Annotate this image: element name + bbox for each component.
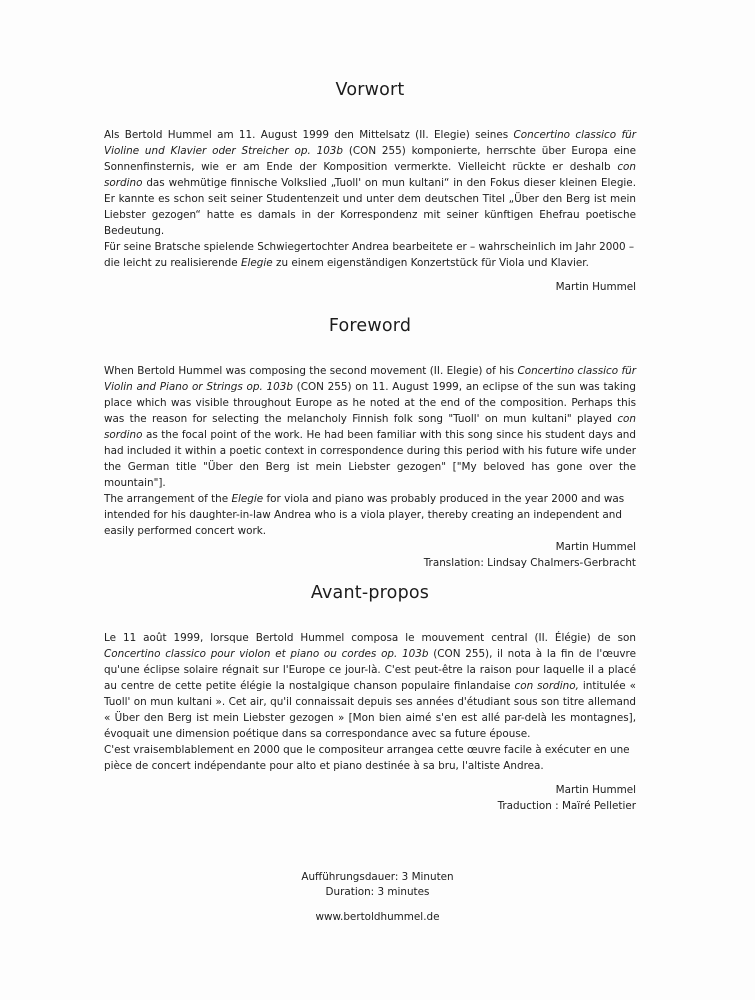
signature-block (424, 539, 636, 571)
body-text-french (104, 630, 636, 774)
signature-block (498, 782, 636, 814)
translator-credit: Traduction : Maïré Pelletier (497, 800, 636, 812)
text-run: intitulée « Tuoll' on mun kultani ». Cet air, qu'il connaissait depuis ses années d'étudiant sous son titre allemand « Über den Berg ist mein Liebster gezogen » [Mon bien aimé s'en est allé par-delà les montagnes], évoquait une dimension poétique dans sa correspondance avec sa future épouse. (104, 680, 637, 740)
paragraph-german-1 (104, 127, 636, 239)
text-run: for viola and piano was probably produced in the year 2000 and was intended for his daughter-in-law Andrea who is a viola player, thereby creating an independent and easily performed concert work. (104, 493, 625, 537)
translator-credit: Translation: Lindsay Chalmers-Gerbracht (423, 557, 636, 569)
italic-term: con sordino, (514, 680, 579, 692)
section-english (104, 316, 636, 571)
author-name: Martin Hummel (555, 541, 636, 553)
section-french (104, 583, 636, 814)
italic-work-title: Concertino classico pour violon et piano ou cordes op. 103b (104, 648, 429, 660)
author-name: Martin Hummel (555, 784, 636, 796)
signature-english (104, 539, 636, 571)
paragraph-english-1 (104, 363, 636, 491)
body-text-english (104, 363, 636, 539)
text-run: as the focal point of the work. He had been familiar with this song since his student days and had included it within a poetic context in correspondence during this period with his future wife under the German title "Über den Berg ist mein Liebster gezogen" ["My beloved has gone over the mountain"]. (104, 429, 636, 489)
text-run: Le 11 août 1999, lorsque Bertold Hummel composa le mouvement central (II. Élégie) de son (104, 632, 636, 644)
text-run: When Bertold Hummel was composing the second movement (II. Elegie) of his (104, 365, 518, 377)
signature-french (104, 782, 636, 814)
body-text-german (104, 127, 636, 271)
author-name: Martin Hummel (555, 281, 636, 293)
text-run: C'est vraisemblablement en 2000 que le compositeur arrangea cette œuvre facile à exécuter en une pièce de concert indépendante pour alto et piano destinée à sa bru, l'altiste Andrea. (104, 744, 630, 772)
paragraph-english-2 (104, 491, 636, 539)
footer (0, 870, 755, 925)
paragraph-german-2 (104, 239, 636, 271)
text-run: zu einem eigenständigen Konzertstück für Viola und Klavier. (272, 257, 589, 269)
section-title-french: Avant-propos (310, 583, 430, 603)
text-run: (CON 255), il nota à la fin de l'œuvre qu'une éclipse solaire régnait sur l'Europe ce jour-là. C'est peut-être la raison pour laquelle il a placé au centre de cette petite élégie la nostalgique chanson populaire finlandaise (104, 648, 636, 692)
italic-term: con sordino (104, 161, 636, 189)
italic-work-title: Concertino classico für Violin and Piano or Strings op. 103b (104, 365, 636, 393)
text-run: (CON 255) komponierte, herrschte über Europa eine Sonnenfinsternis, wie er am Ende der Komposition vermerkte. Vielleicht rückte er deshalb (104, 145, 636, 173)
text-run: das wehmütige finnische Volkslied „Tuoll' on mun kultani“ in den Fokus dieser kleinen Elegie. Er kannte es schon seit seiner Studentenzeit und unter dem deutschen Titel „Über den Berg ist mein Liebster gezogen“ hatte es damals in der Korrespondenz mit seiner künftigen Ehefrau poetische Bedeutung. (104, 177, 636, 237)
text-run: The arrangement of the (104, 493, 232, 505)
text-run: Für seine Bratsche spielende Schwiegertochter Andrea bearbeitete er – wahrscheinlich im Jahr 2000 – die leicht zu realisierende (104, 241, 635, 269)
duration-german: Aufführungsdauer: 3 Minuten (301, 871, 454, 883)
text-run: Als Bertold Hummel am 11. August 1999 den Mittelsatz (II. Elegie) seines (104, 129, 514, 141)
signature-german (104, 279, 636, 295)
text-run: (CON 255) on 11. August 1999, an eclipse of the sun was taking place which was visible throughout Europe as he noted at the end of the composition. Perhaps this was the reason for selecting the melancholy Finnish folk song "Tuoll' on mun kultani" played (104, 381, 636, 425)
paragraph-french-2 (104, 742, 636, 774)
section-title-german: Vorwort (335, 80, 405, 100)
italic-term: con sordino (104, 413, 636, 441)
italic-term: Elegie (231, 493, 264, 505)
italic-term: Elegie (240, 257, 273, 269)
duration-english: Duration: 3 minutes (325, 885, 430, 898)
website-link[interactable]: www.bertoldhummel.de (315, 911, 440, 923)
section-german (104, 80, 636, 295)
paragraph-french-1 (104, 630, 636, 742)
italic-work-title: Concertino classico für Violine und Klavier oder Streicher op. 103b (104, 129, 636, 157)
section-title-english: Foreword (328, 316, 412, 336)
